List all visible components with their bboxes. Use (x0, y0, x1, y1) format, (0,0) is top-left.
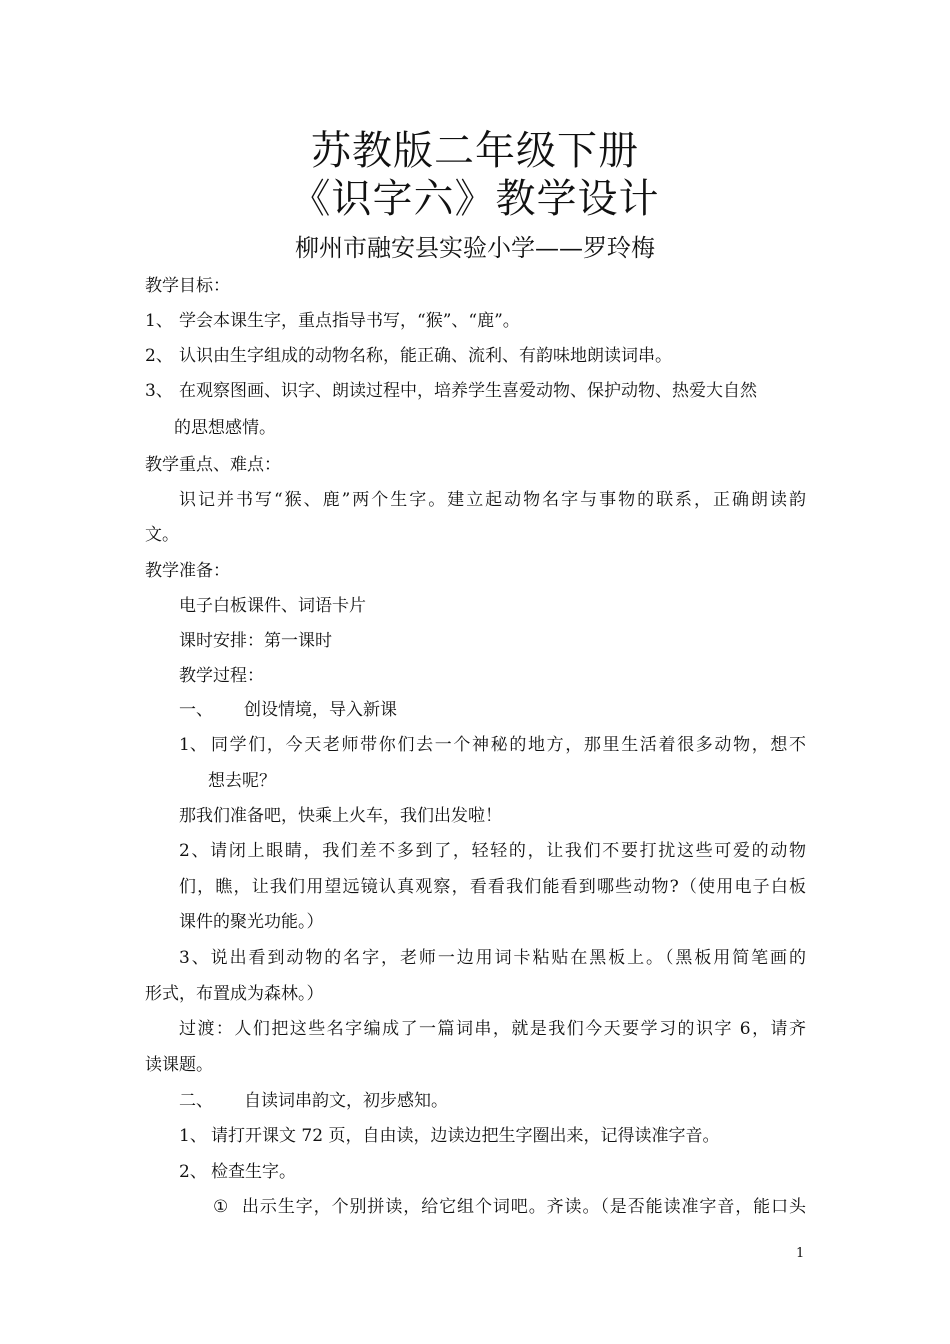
goal-1 (145, 310, 520, 332)
author-line: 柳州市融安县实验小学——罗玲梅 (295, 234, 655, 262)
step-2-1-text: 请打开课文 72 页，自由读，边读边把生字圈出来，记得读准字音。 (211, 1126, 720, 1146)
schedule-text: 课时安排：第一课时 (179, 631, 332, 651)
document-title-line1: 苏教版二年级下册 (311, 128, 639, 174)
goals-heading: 教学目标： (145, 276, 230, 296)
step-1-2-text: 2、请闭上眼睛，我们差不多到了，轻轻的，让我们不要打扰这些可爱的动物 (179, 841, 806, 861)
goal-2-text: 认识由生字组成的动物名称，能正确、流利、有韵味地朗读词串。 (179, 346, 672, 366)
process-heading: 教学过程： (179, 666, 264, 686)
step-1-2-end: 课件的聚光功能。） (179, 912, 324, 932)
step-2-2-number: 2、 (179, 1162, 207, 1182)
step-1-3-continuation: 形式，布置成为森林。） (145, 984, 324, 1004)
goal-1-text: 学会本课生字，重点指导书写，“猴”、“鹿”。 (179, 311, 520, 331)
goal-2-number: 2、 (145, 346, 173, 366)
preparation-text: 电子白板课件、词语卡片 (179, 596, 366, 616)
step-1-1-text: 同学们，今天老师带你们去一个神秘的地方，那里生活着很多动物，想不 (211, 735, 806, 755)
section-2-number: 二、 (179, 1091, 213, 1111)
transition-continuation: 读课题。 (145, 1055, 213, 1075)
transition-text: 过渡：人们把这些名字编成了一篇词串，就是我们今天要学习的识字 6，请齐 (179, 1019, 806, 1039)
goal-1-number: 1、 (145, 311, 173, 331)
step-2-2-text: 检查生字。 (211, 1162, 296, 1182)
goal-3-number: 3、 (145, 381, 173, 401)
preparation-heading: 教学准备： (145, 561, 230, 581)
step-1-1-followup: 那我们准备吧，快乘上火车，我们出发啦！ (179, 806, 502, 826)
goal-3-text: 在观察图画、识字、朗读过程中，培养学生喜爱动物、保护动物、热爱大自然 (179, 381, 757, 401)
document-title-line2: 《识字六》教学设计 (290, 176, 660, 222)
page-number: 1 (796, 1246, 805, 1261)
key-points-text: 识记并书写“猴、鹿”两个生字。建立起动物名字与事物的联系，正确朗读韵 (179, 490, 806, 510)
step-1-3-text: 3、说出看到动物的名字，老师一边用词卡粘贴在黑板上。（黑板用简笔画的 (179, 948, 806, 968)
step-2-1-number: 1、 (179, 1126, 207, 1146)
section-1-heading (179, 699, 397, 721)
key-points-heading: 教学重点、难点： (145, 455, 281, 475)
step-1-1-number: 1、 (179, 735, 207, 755)
key-points-continuation: 文。 (145, 525, 179, 545)
goal-3 (145, 380, 757, 402)
section-2-title: 自读词串韵文，初步感知。 (244, 1091, 448, 1111)
section-1-title: 创设情境，导入新课 (244, 700, 397, 720)
goal-3-continuation: 的思想感情。 (174, 418, 276, 438)
step-2-1 (179, 1125, 719, 1147)
section-1-number: 一、 (179, 700, 213, 720)
step-2-2-1-text: 出示生字，个别拼读，给它组个词吧。齐读。（是否能读准字音，能口头 (242, 1197, 806, 1217)
section-2-heading (179, 1090, 448, 1112)
step-2-2 (179, 1161, 296, 1183)
goal-2 (145, 345, 672, 367)
step-2-2-1-number: ① (213, 1197, 229, 1217)
step-1-2-continuation: 们，瞧，让我们用望远镜认真观察，看看我们能看到哪些动物?（使用电子白板 (179, 877, 806, 897)
step-1-1-continuation: 想去呢？ (208, 771, 276, 791)
step-1-1 (179, 734, 211, 756)
